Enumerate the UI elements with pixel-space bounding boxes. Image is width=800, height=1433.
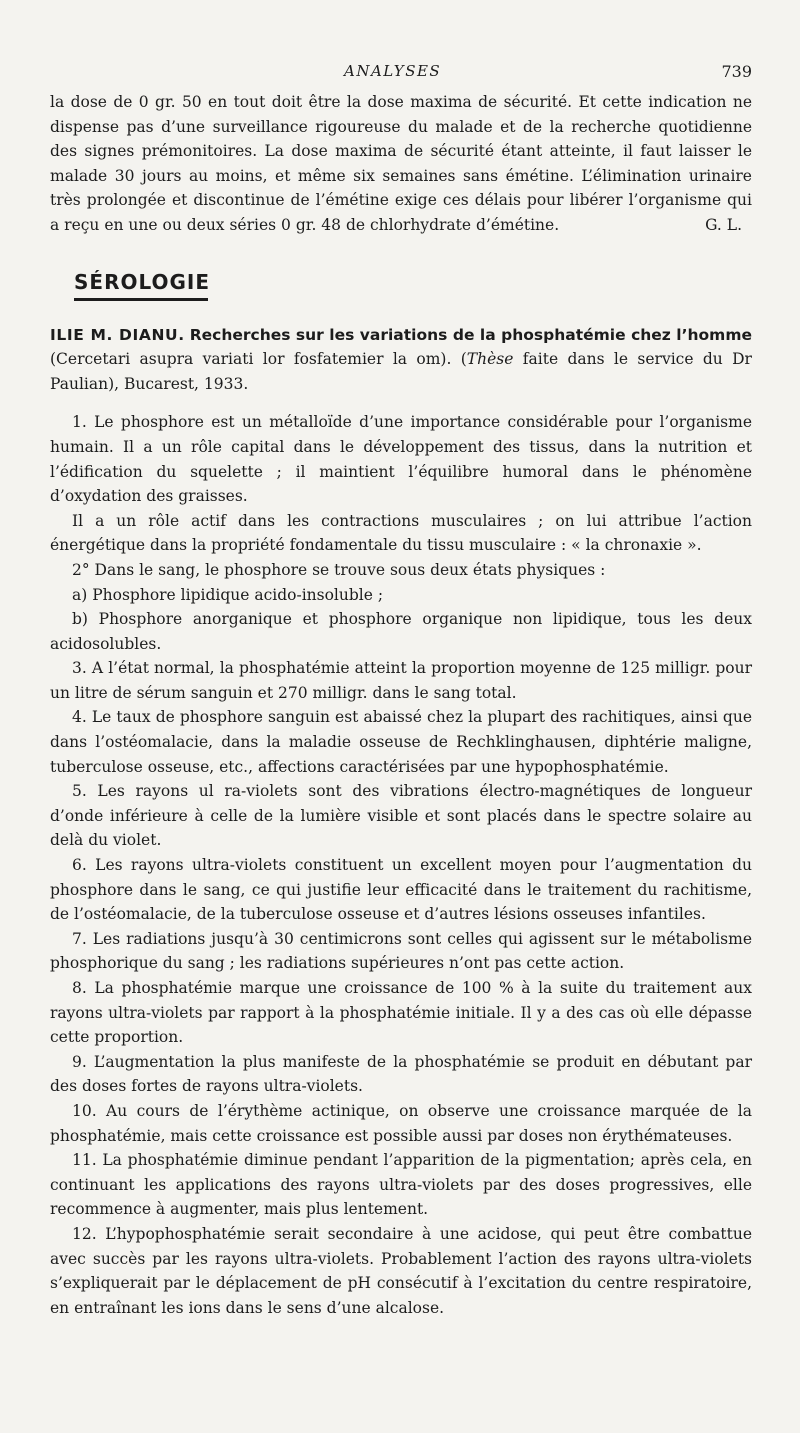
signature: G. L. xyxy=(705,215,742,234)
paragraph-5: 5. Les rayons ul ra-violets sont des vibrations électro-magnétiques de longueur d’onde inférieure à celle de la lumière visible et sont placés dans le spectre solaire au delà du violet. xyxy=(50,782,752,850)
paragraph-10: 10. Au cours de l’érythème actinique, on observe une croissance marquée de la phosphatémie, mais cette croissance est possible aussi par doses non érythémateuses. xyxy=(50,1101,752,1145)
paragraph-6: 6. Les rayons ultra-violets constituent un excellent moyen pour l’augmentation du phosphore dans le sang, ce qui justifie leur efficacité dans le traitement du rachitisme, de l’ostéomalacie, de la tuberculose osseuse et d’autres lésions osseuses infantiles. xyxy=(50,856,752,924)
paragraph-4: 4. Le taux de phosphore sanguin est abaissé chez la plupart des rachitiques, ainsi que dans l’ostéomalacie, dans la maladie osseuse de Rechklinghausen, diphtérie maligne, tuberculose osseuse, etc., affections caractérisées par une hypophosphatémie. xyxy=(50,708,752,776)
paragraph-1-cont: Il a un rôle actif dans les contractions musculaires ; on lui attribue l’action énergétique dans la propriété fondamentale du tissu musculaire : « la chronaxie ». xyxy=(50,511,752,555)
abstract-body xyxy=(50,410,752,1320)
running-title: ANALYSES xyxy=(344,62,442,80)
reference-entry: ILIE M. DIANU. Recherches sur les variations de la phosphatémie chez l’homme (Cercetari asupra variati lor fosfatemier la om). (Thèse faite dans le service du Dr Paulian), Bucarest, 1933. xyxy=(50,325,752,393)
running-header xyxy=(50,62,752,90)
intro-paragraph xyxy=(50,90,752,238)
section-underline xyxy=(74,298,208,301)
reference-thesis: Thèse xyxy=(466,350,514,369)
reference-details: faite dans le service du Dr Paulian), Bucarest, 1933. xyxy=(50,350,752,393)
paragraph-9: 9. L’augmentation la plus manifeste de la phosphatémie se produit en débutant par des doses fortes de rayons ultra-violets. xyxy=(50,1052,752,1096)
reference-original-title: (Cercetari asupra variati lor fosfatemier la om). xyxy=(50,350,452,369)
paragraph-11: 11. La phosphatémie diminue pendant l’apparition de la pigmentation; après cela, en continuant les applications des rayons ultra-violets par des doses progressives, elle recommence à augmenter, mais plus lentement. xyxy=(50,1151,752,1219)
paragraph-2b: b) Phosphore anorganique et phosphore organique non lipidique, tous les deux acidosolubles. xyxy=(50,610,752,653)
reference-author: ILIE M. DIANU. xyxy=(50,325,185,344)
paragraph-8: 8. La phosphatémie marque une croissance de 100 % à la suite du traitement aux rayons ultra-violets par rapport à la phosphatémie initiale. Il y a des cas où elle dépasse cette proportion. xyxy=(50,979,752,1047)
paragraph-7: 7. Les radiations jusqu’à 30 centimicrons sont celles qui agissent sur le métabolisme phosphorique du sang ; les radiations supérieures n’ont pas cette action. xyxy=(50,929,752,973)
paragraph-3: 3. A l’état normal, la phosphatémie atteint la proportion moyenne de 125 milligr. pour un litre de sérum sanguin et 270 milligr. dans le sang total. xyxy=(50,659,752,702)
paragraph-2: 2° Dans le sang, le phosphore se trouve sous deux états physiques : xyxy=(72,560,606,579)
page-number: 739 xyxy=(721,62,752,81)
reference-title: Recherches sur les variations de la phosphatémie chez l’homme xyxy=(189,325,752,344)
section-title: SÉROLOGIE xyxy=(74,269,211,294)
page xyxy=(50,62,752,1320)
paragraph-2a: a) Phosphore lipidique acido-insoluble ; xyxy=(72,585,384,604)
paragraph-1: 1. Le phosphore est un métalloïde d’une importance considérable pour l’organisme humain. Il a un rôle capital dans le développement des tissus, dans la nutrition et l’édification du squelette ; il maintient l’équilibre humoral dans le phénomène d’oxydation des graisses. xyxy=(50,413,752,506)
paragraph-12: 12. L’hypophosphatémie serait secondaire à une acidose, qui peut être combattue avec succès par les rayons ultra-violets. Probablement l’action des rayons ultra-violets s’expliquerait par le déplacement de pH consécutif à l’excitation du centre respiratoire, en entraînant les ions dans le sens d’une alcalose. xyxy=(50,1224,752,1317)
intro-text: la dose de 0 gr. 50 en tout doit être la dose maxima de sécurité. Et cette indication ne dispense pas d’une surveillance rigoureuse du malade et de la recherche quotidienne des signes prémonitoires. La dose maxima de sécurité étant atteinte, il faut laisser le malade 30 jours au moins, et même six semaines sans émétine. L’élimination urinaire très prolongée et discontinue de l’émétine exige ces délais pour libérer l’organisme qui a reçu en une ou deux séries 0 gr. 48 de chlorhydrate d’émétine. xyxy=(50,93,752,234)
